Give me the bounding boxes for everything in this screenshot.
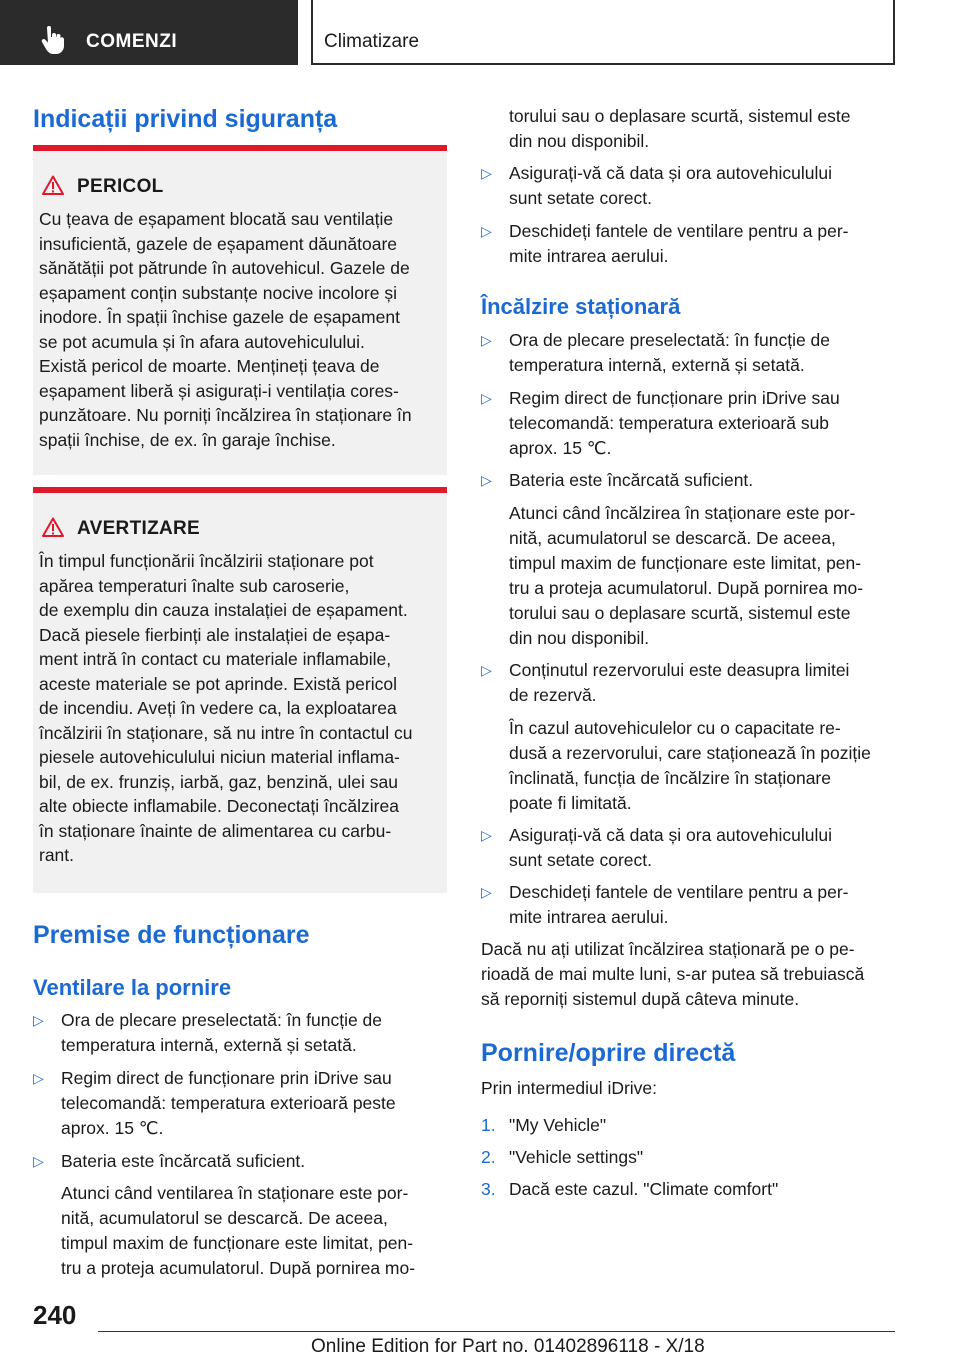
footer-edition: Online Edition for Part no. 01402896118 - X/18 (311, 1336, 705, 1357)
triangle-bullet-icon: ▷ (481, 827, 492, 843)
warning-box (33, 487, 447, 893)
chapter-title: Climatizare (324, 31, 420, 52)
heading-premise: Premise de funcționare (33, 921, 310, 949)
step-text: "My Vehicle" (509, 1115, 607, 1135)
header-underline (311, 63, 895, 65)
triangle-bullet-icon: ▷ (481, 662, 492, 678)
step-text: Dacă este cazul. "Climate comfort" (509, 1179, 779, 1199)
triangle-bullet-icon: ▷ (481, 390, 492, 406)
header-right-border (893, 0, 895, 65)
warning-text: În timpul funcționării încălzirii staționare pot apărea temperaturi înalte sub caroserie, de exemplu din cauza instalației de eșapament. Dacă piesele fierbinți ale instalației de eșapa- ment intră în contact cu materiale inflamabile, aceste materiale se pot aprinde. Există pericol de incendiu. Aveți în vedere ca, la exploatarea încălzirii în staționare, să nu intre în contactul cu piesele autovehiculului niciun material inflama- bil, de ex. frunziș, iarbă, gaz, benzină, ulei sau alte obiecte inflamabile. Deconectați încălzirea în staționare înainte de alimentarea cu carbu- rant. (39, 551, 413, 865)
pointing-hand-icon (40, 26, 64, 54)
step-number: 1. (481, 1115, 496, 1135)
header-section-tab (0, 0, 298, 65)
header-section-label: COMENZI (86, 31, 178, 52)
danger-title: PERICOL (77, 176, 164, 197)
ventilation-note-continued: torului sau o deplasare scurtă, sistemul este din nou disponibil. (509, 106, 851, 151)
ventilation-note: Atunci când ventilarea în staționare este por- nită, acumulatorul se descarcă. De aceea, timpul maxim de funcționare este limitat, pen- tru a proteja acumulatorul. După pornirea mo- (61, 1183, 416, 1278)
triangle-bullet-icon: ▷ (33, 1153, 44, 1169)
triangle-bullet-icon: ▷ (481, 165, 492, 181)
subheading-heating: Încălzire staționară (481, 294, 681, 319)
warning-title: AVERTIZARE (77, 518, 200, 539)
danger-text: Cu țeava de eșapament blocată sau ventilație insuficientă, gazele de eșapament dăunătoare sănătății pot pătrunde în autovehicul. Gazele de eșapament conțin substanțe nocive incolore și inodore. În spații închise gazele de eșapament se pot acumula și în afara autovehiculului. Există pericol de moarte. Mențineți țeava de eșapament liberă și asigurați-i ventilația cores- punzătoare. Nu porniți încălzirea în staționare în spații închise, de ex. în garaje închise. (39, 209, 412, 450)
step-number: 2. (481, 1147, 496, 1167)
triangle-bullet-icon: ▷ (481, 884, 492, 900)
step-text: "Vehicle settings" (509, 1147, 644, 1167)
triangle-bullet-icon: ▷ (481, 332, 492, 348)
subheading-ventilation: Ventilare la pornire (33, 975, 232, 1000)
danger-box (33, 145, 447, 475)
heating-note: Atunci când încălzirea în staționare este por- nită, acumulatorul se descarcă. De aceea, timpul maxim de funcționare este limitat, pen- tru a proteja acumulatorul. După pornirea mo- torului sau o deplasare scurtă, sistemul este din nou disponibil. (509, 503, 864, 648)
tank-note: În cazul autovehiculelor cu o capacitate re- dusă a rezervorului, care staționează în poziție înclinată, funcția de încălzire în staționare poate fi limitată. (509, 718, 871, 813)
warning-triangle-icon (42, 517, 64, 537)
footer-rule (98, 1331, 895, 1332)
triangle-bullet-icon: ▷ (33, 1070, 44, 1086)
direct-intro: Prin intermediul iDrive: (481, 1078, 658, 1098)
page-number: 240 (33, 1300, 77, 1330)
triangle-bullet-icon: ▷ (33, 1012, 44, 1028)
heating-paragraph: Dacă nu ați utilizat încălzirea staționară pe o pe- rioadă de mai multe luni, s-ar putea să trebuiască să reporniți sistemul după câteva minute. (481, 939, 865, 1009)
warning-triangle-icon (42, 175, 64, 195)
heading-direct: Pornire/oprire directă (481, 1039, 736, 1067)
heading-safety: Indicații privind siguranța (33, 105, 338, 133)
triangle-bullet-icon: ▷ (481, 472, 492, 488)
triangle-bullet-icon: ▷ (481, 223, 492, 239)
header-divider (311, 0, 313, 65)
step-number: 3. (481, 1179, 496, 1199)
